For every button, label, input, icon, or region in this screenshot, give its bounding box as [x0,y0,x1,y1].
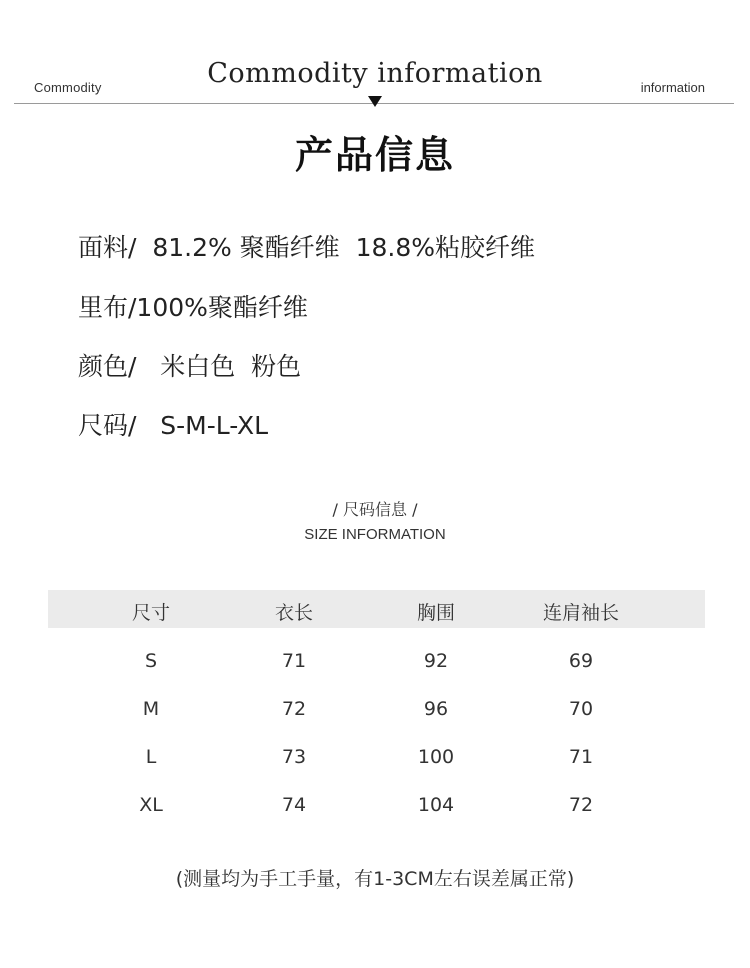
size-table-column-header: 尺寸 [131,602,170,624]
size-table-cell: 71 [281,650,307,672]
size-table-cell: 92 [423,650,449,672]
size-section-subtitle: SIZE INFORMATION [304,526,446,543]
attribute-size: 尺码/ S-M-L-XL [78,411,269,440]
size-table-cell: 70 [568,698,594,720]
triangle-down-icon [368,96,382,107]
header-right-label: information [640,80,705,95]
attribute-fabric: 面料/ 81.2% 聚酯纤维 18.8%粘胶纤维 [78,233,535,262]
attribute-lining: 里布/100%聚酯纤维 [78,293,308,322]
size-table-cell: 73 [281,746,307,768]
size-table-cell: 72 [281,698,307,720]
measurement-note: (测量均为手工手量，有1-3CM左右误差属正常) [175,868,575,890]
header-title: Commodity information [207,58,543,89]
size-table-column-header: 衣长 [274,602,313,624]
attribute-color: 颜色/ 米白色 粉色 [78,352,302,381]
size-table-cell: S [144,650,158,672]
size-table-cell: 71 [568,746,594,768]
size-section-title: / 尺码信息 / [332,500,418,519]
size-table-cell: 104 [417,794,455,816]
size-table-cell: 74 [281,794,307,816]
size-table-cell: M [142,698,160,720]
size-table-cell: 72 [568,794,594,816]
size-table-column-header: 连肩袖长 [542,602,619,624]
size-table-cell: 69 [568,650,594,672]
size-table-cell: 100 [417,746,455,768]
size-table-cell: 96 [423,698,449,720]
size-table-column-header: 胸围 [416,602,455,624]
header-left-label: Commodity [34,80,102,95]
size-table-cell: L [145,746,157,768]
product-title: 产品信息 [294,133,455,177]
size-table-cell: XL [139,794,163,816]
